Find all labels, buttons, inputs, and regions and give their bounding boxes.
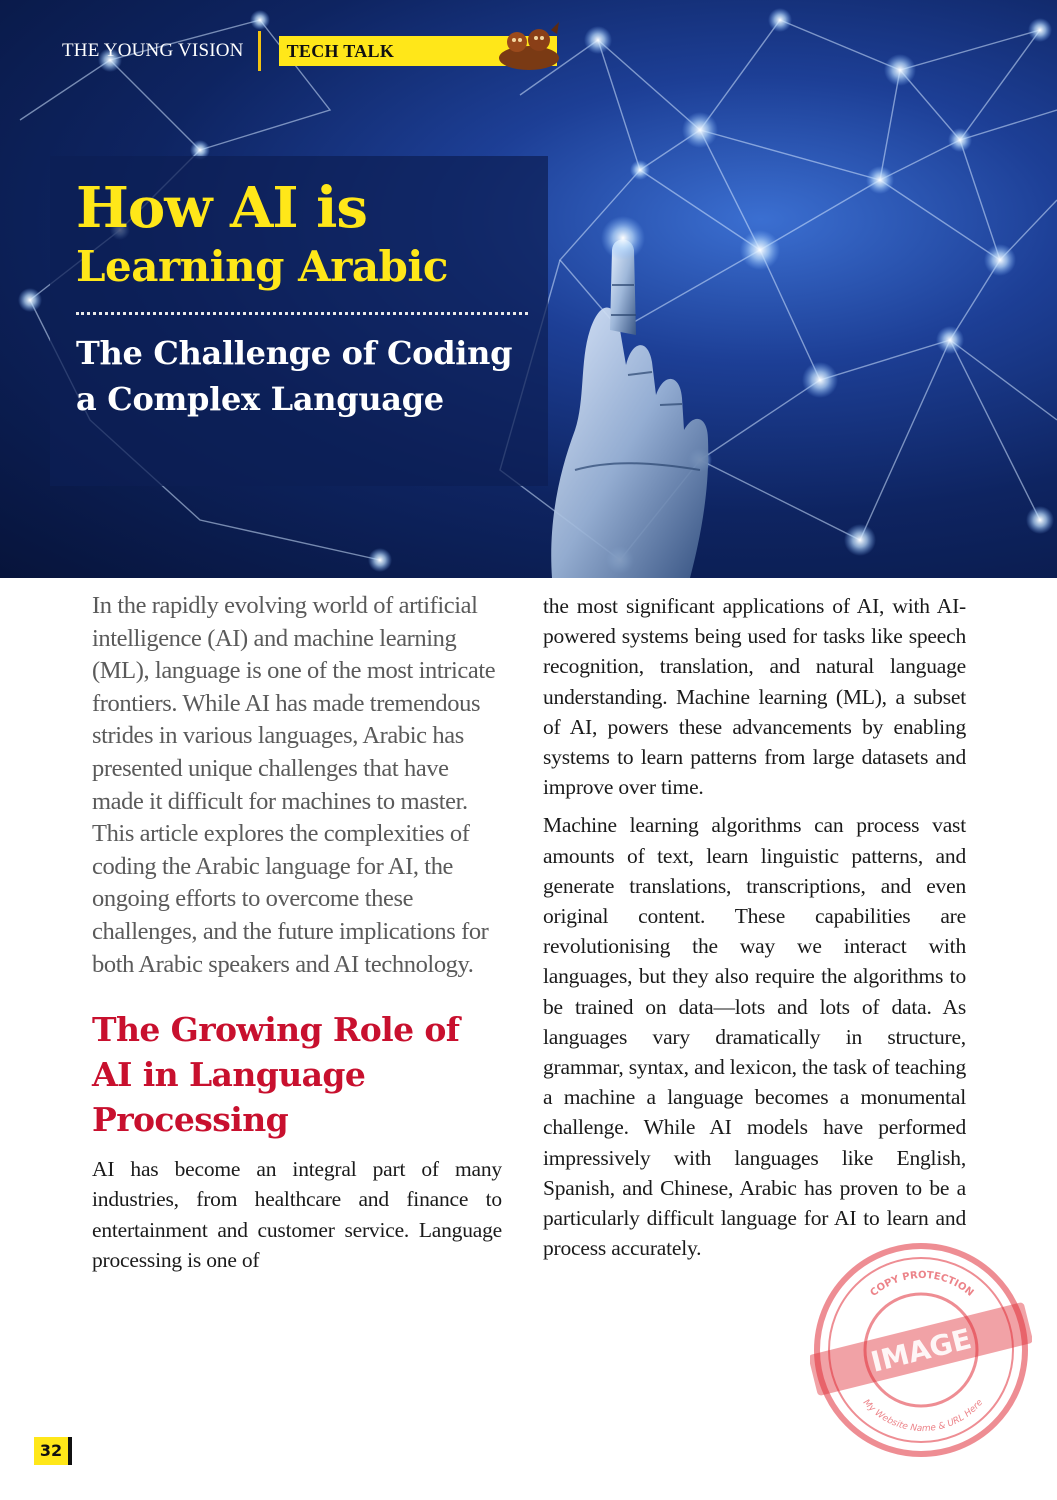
body-paragraph-2: Machine learning algorithms can process vast amounts of text, learn linguistic patterns, and generate translations, transcriptions, and even original content. These capabilities are revolutionising the way we interact with languages, but they also require the algorithms to be trained on data—lots and lots of data. As languages vary dramatically in structure, grammar, syntax, and lexicon, the task of teaching a machine a language becomes a monumental challenge. While AI models have performed impressively with languages like English, Spanish, and Chinese, Arabic has proven to be a particularly difficult language for AI to learn and process accurately. [543, 813, 966, 1261]
masthead [62, 38, 557, 64]
stamp-band-text: IMAGE [867, 1322, 975, 1379]
body-paragraph-1-continued: the most significant applications of AI, with AI-powered systems being used for tasks like speech recognition, translation, and natural language understanding. Machine learning (ML), a subset of AI, powers these advancements by enabling systems to learn patterns from large datasets and improve over time. [543, 594, 966, 800]
stamp-top-text: COPY PROTECTION [868, 1269, 976, 1299]
copy-protection-stamp [810, 1232, 1032, 1462]
body-paragraph-1-start: AI has become an integral part of many industries, from healthcare and finance to entertainment and customer service. Language processing is one of [92, 1157, 502, 1272]
masthead-divider [258, 31, 261, 71]
section-mascot-icon [495, 20, 563, 70]
title-dotted-divider [76, 312, 528, 315]
section-tag-label: TECH TALK [286, 41, 395, 61]
svg-text:My Website Name & URL Here [861, 1397, 986, 1434]
article-title [76, 175, 448, 291]
section-heading: The Growing Role of AI in Language Processing [92, 1010, 460, 1140]
page-number: 32 [34, 1437, 72, 1465]
stamp-bottom-text: My Website Name & URL Here [860, 1397, 986, 1435]
title-line-1: How AI is [76, 175, 367, 241]
robot-hand-illustration [551, 216, 708, 578]
right-column [543, 591, 966, 1263]
magazine-name: THE YOUNG VISION [62, 40, 244, 61]
section-tag [279, 36, 557, 66]
left-column [92, 590, 502, 1275]
article-subtitle: The Challenge of Coding a Complex Language [76, 334, 513, 418]
title-line-2: Learning Arabic [76, 242, 448, 291]
intro-paragraph: In the rapidly evolving world of artificial intelligence (AI) and machine learning (ML), language is one of the most intricate frontiers. While AI has made tremendous strides in various languages, Arabic has presented unique challenges that have made it difficult for machines to master. This article explores the complexities of coding the Arabic language for AI, the ongoing efforts to overcome these challenges, and the future implications for both Arabic speakers and AI technology. [92, 592, 496, 978]
hero-banner [0, 0, 1057, 578]
